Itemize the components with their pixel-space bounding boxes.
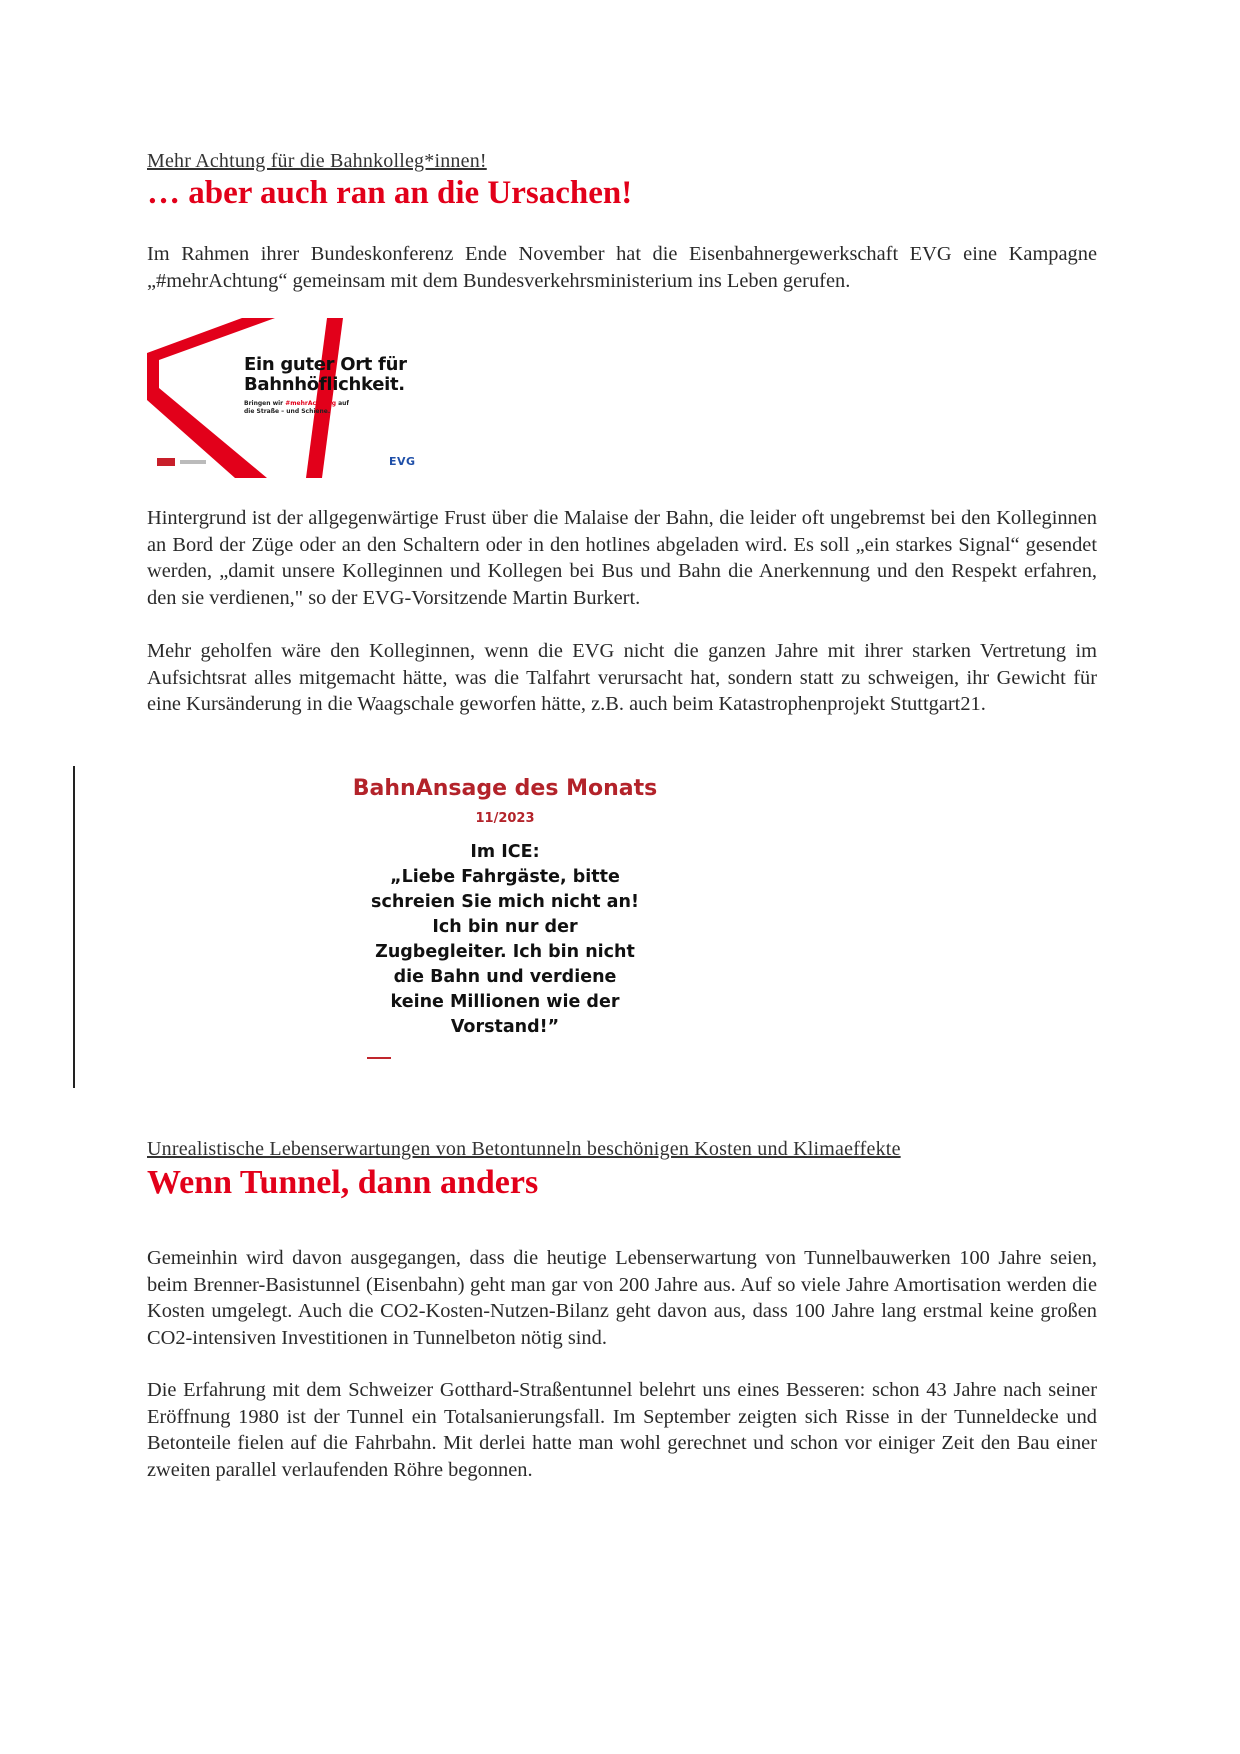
article2-kicker: Unrealistische Lebenserwartungen von Betontunneln beschönigen Kosten und Klimaeffekte — [147, 1138, 901, 1160]
red-underline — [367, 1057, 391, 1059]
article2-paragraph2: Die Erfahrung mit dem Schweizer Gotthard-Straßentunnel belehrt uns eines Besseren: schon 43 Jahre nach seiner Eröffnung 1980 ist der Tunnel ein Totalsanierungsfall. Im September zeigten sich Risse in der Tunneldecke und Betonteile fielen auf die Fahrbahn. Mit derlei hatte man wohl gerechnet und schon vor einiger Zeit den Bau einer zweiten parallel verlaufenden Röhre begonnen. — [147, 1379, 1097, 1481]
bahnansage-title: BahnAnsage des Monats — [352, 776, 658, 801]
quote-line: die Bahn und verdiene — [393, 967, 617, 987]
quote-line: Zugbegleiter. Ich bin nicht — [375, 942, 635, 962]
campaign-sub-suffix: auf — [336, 400, 350, 407]
quote-line: Im ICE: — [470, 842, 540, 862]
evg-logo: EVG — [389, 455, 416, 468]
article1-paragraph2: Hintergrund ist der allgegenwärtige Frust über die Malaise der Bahn, die leider oft ungebremst bei den Kolleginnen an Bord der Züge oder an den Schaltern oder in den hotlines abgeladen wird. Es soll „ein starkes Signal“ gesendet werden, „damit unsere Kolleginnen und Kollegen bei Bus und Bahn die Anerkennung und den Respekt erfahren, den sie verdienen," so der EVG-Vorsitzende Martin Burkert. — [147, 507, 1097, 609]
campaign-title-line2: Bahnhöflichkeit. — [244, 374, 405, 395]
campaign-image — [147, 318, 423, 478]
bahnansage-quote — [345, 840, 665, 1040]
campaign-red-stripes — [147, 318, 423, 478]
article1-paragraph3: Mehr geholfen wäre den Kolleginnen, wenn die EVG nicht die ganzen Jahre mit ihrer starken Vertretung im Aufsichtsrat alles mitgemacht hätte, was die Talfahrt verursacht hat, sondern statt zu schweigen, ihr Gewicht für eine Kursänderung in die Waagschale geworfen hätte, z.B. auch beim Katastrophenprojekt Stuttgart21. — [147, 640, 1097, 715]
article1-kicker: Mehr Achtung für die Bahnkolleg*innen! — [147, 150, 487, 172]
campaign-subtitle — [244, 400, 349, 415]
campaign-sub-prefix: Bringen wir — [244, 400, 286, 407]
article1-intro: Im Rahmen ihrer Bundeskonferenz Ende November hat die Eisenbahnergewerkschaft EVG eine Kampagne „#mehrAchtung“ gemeinsam mit dem Bundesverkehrsministerium ins Leben gerufen. — [147, 243, 1097, 292]
partner-logo — [157, 458, 175, 466]
article2-paragraph1: Gemeinhin wird davon ausgegangen, dass die heutige Lebenserwartung von Tunnelbauwerken 100 Jahre seien, beim Brenner-Basistunnel (Eisenbahn) geht man gar von 200 Jahre aus. Auf so viele Jahre Amortisation werden die Kosten umgelegt. Auch die CO2-Kosten-Nutzen-Bilanz geht davon aus, dass 100 Jahre lang erstmal keine großen CO2-intensiven Investitionen in Tunnelbeton nötig sind. — [147, 1247, 1097, 1349]
margin-bar — [73, 766, 75, 1088]
campaign-hashtag: #mehrAchtung — [285, 400, 336, 407]
bahnansage-date: 11/2023 — [475, 811, 535, 826]
quote-line: Vorstand!” — [450, 1017, 560, 1037]
quote-line: Ich bin nur der — [432, 917, 578, 937]
campaign-sub-line2: die Straße – und Schiene. — [244, 407, 331, 415]
quote-line: „Liebe Fahrgäste, bitte — [390, 867, 620, 887]
ministry-logo — [180, 460, 206, 464]
quote-line: keine Millionen wie der — [390, 992, 620, 1012]
article2-headline: Wenn Tunnel, dann anders — [147, 1164, 539, 1201]
quote-line: schreien Sie mich nicht an! — [371, 892, 639, 912]
campaign-title-line1: Ein guter Ort für — [244, 354, 407, 375]
bahnansage-image — [345, 766, 765, 1072]
article1-headline: … aber auch ran an die Ursachen! — [147, 175, 633, 211]
campaign-title — [244, 355, 407, 395]
